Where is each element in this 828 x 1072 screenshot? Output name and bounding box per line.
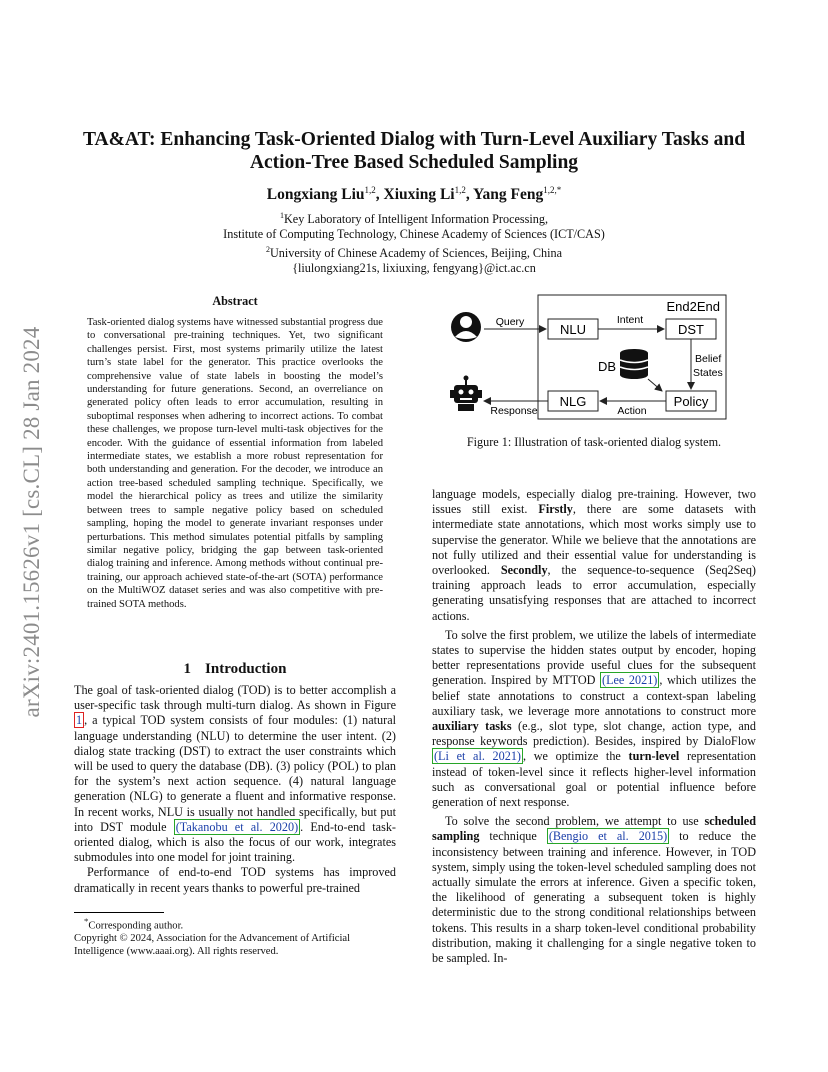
title-line-2: Action-Tree Based Scheduled Sampling bbox=[249, 152, 579, 173]
figure-ref-link[interactable]: 1 bbox=[76, 713, 83, 728]
affil-sup: 2 bbox=[265, 245, 270, 255]
title-line-1: TA&AT: Enhancing Task-Oriented Dialog with Turn-Level Auxiliary Tasks and bbox=[82, 129, 746, 150]
dst-label: DST bbox=[678, 322, 704, 337]
footnote bbox=[74, 915, 396, 959]
text-run: technique bbox=[479, 829, 547, 844]
affiliation-line-1 bbox=[60, 208, 768, 227]
text-run: . End-to-end task-oriented dialog, which is also the focus of our work, integrates submodules into one model for joint training. bbox=[74, 819, 396, 865]
affil-text: Key Laboratory of Intelligent Information Processing, bbox=[284, 212, 548, 227]
affiliation-line-2: Institute of Computing Technology, Chinese Academy of Sciences (ICT/CAS) bbox=[223, 227, 605, 242]
nlg-label: NLG bbox=[559, 394, 587, 409]
bold-text: turn-level bbox=[628, 749, 680, 764]
text-run: to reduce the inconsistency between training and inference. However, in TOD system, simply using the token-level scheduled sampling does not actually simulate the errors at inference. Given a specific token, the likelihood of generating a subsequent token is highly deterministic due to the strong conditional relationships between tokens. This results in a sharp token-level conditional probability distribution, making it challenging for a single negative token to be sampled. In- bbox=[432, 829, 756, 966]
text-run: representation instead of token-level since it reflects higher-level information such as conversational goal or potential influence before generation of next response. bbox=[432, 749, 757, 810]
author-name: Longxiang Liu bbox=[266, 186, 365, 204]
author-sep: , bbox=[465, 186, 474, 204]
nlu-label: NLU bbox=[559, 322, 587, 337]
footnote-rule bbox=[74, 912, 164, 913]
author-sep: , bbox=[375, 186, 384, 204]
db-label: DB bbox=[598, 359, 617, 374]
bold-text: Firstly bbox=[538, 502, 573, 517]
arxiv-stamp bbox=[12, 292, 52, 752]
author-name: Yang Feng bbox=[473, 186, 544, 204]
arxiv-id: arXiv:2401.15626v1 [cs.CL] 28 Jan 2024 bbox=[19, 326, 44, 718]
author-affil-sup: 1,2 bbox=[454, 185, 466, 195]
footnote-text: Corresponding author. bbox=[88, 920, 184, 932]
author-name: Xiuxing Li bbox=[383, 186, 455, 204]
abstract-body: Task-oriented dialog systems have witnessed substantial progress due to conversational pre-training techniques. Yet, two significant challenges persist. First, most systems primarily utilize the latest turn’s state label for the generator. This practice overlooks the comprehensive value of state labels in boosting the model’s understanding for future generations. Second, an overreliance on generated policy often leads to error accumulation, resulting in suboptimal responses when adhering to incorrect actions. To combat these challenges, we propose turn-level multi-task objectives for the encoder. With the guidance of essential information from labeled intermediate states, we establish a more robust representation for both understanding and generation. For the decoder, we introduce an action tree-based scheduled sampling technique. Specifically, we model the hierarchical policy as trees and utilize the similarity between trees to sample negative policy based on scheduled sampling, hoping the model to generate invariant responses under perturbations. This method simulates potential pitfalls by sampling similar negative policy, bridging the gap between task-oriented dialog training and inference. Among methods without continual pre-training, our approach achieved state-of-the-art (SOTA) performance on the MultiWOZ dataset series and was also competitive with pre-trained SOTA methods. bbox=[87, 317, 383, 610]
response-label: Response bbox=[490, 405, 538, 417]
figure-1-caption: Figure 1: Illustration of task-oriented dialog system. bbox=[466, 435, 722, 449]
query-label: Query bbox=[495, 316, 525, 328]
end2end-label: End2End bbox=[666, 299, 720, 314]
citation-link[interactable]: (Li et al. 2021) bbox=[434, 749, 521, 764]
robot-icon bbox=[450, 376, 482, 412]
right-column-body bbox=[432, 487, 756, 966]
section-number: 1 bbox=[183, 661, 192, 677]
paper-title bbox=[60, 128, 768, 174]
citation-link[interactable]: (Lee 2021) bbox=[602, 673, 658, 688]
right-paragraph-1 bbox=[432, 487, 756, 624]
abstract-heading: Abstract bbox=[212, 294, 258, 308]
text-run: To solve the second problem, we attempt to use bbox=[445, 814, 705, 829]
policy-label: Policy bbox=[673, 394, 709, 409]
corresponding-author-note bbox=[74, 915, 396, 933]
text-run: The goal of task-oriented dialog (TOD) is to better accomplish a user-specific task through multi-turn dialog. As shown in Figure bbox=[74, 683, 396, 713]
left-column-body bbox=[74, 683, 396, 896]
action-label: Action bbox=[617, 405, 647, 417]
affil-text: University of Chinese Academy of Sciences, Beijing, China bbox=[269, 246, 563, 261]
intro-paragraph-2: Performance of end-to-end TOD systems has improved dramatically in recent years thanks to powerful pre-trained bbox=[74, 865, 396, 895]
affiliations bbox=[60, 208, 768, 276]
right-paragraph-3 bbox=[432, 814, 756, 966]
bold-text: scheduled sampling bbox=[432, 814, 756, 844]
affiliation-line-3 bbox=[60, 242, 768, 261]
affil-sup: 1 bbox=[280, 211, 284, 220]
intent-label: Intent bbox=[616, 314, 644, 326]
author-affil-sup: 1,2 bbox=[364, 185, 376, 195]
text-run: To solve the first problem, we utilize the labels of intermediate states to supervise the hidden states output by encoder, hoping better representations provide useful clues for the subsequent generation. Inspired by MTTOD bbox=[432, 627, 756, 688]
belief-label-1: Belief bbox=[695, 353, 722, 365]
belief-label-2: States bbox=[693, 367, 723, 379]
text-run: , we optimize the bbox=[523, 749, 629, 764]
intro-paragraph-1 bbox=[74, 683, 396, 865]
database-icon bbox=[620, 349, 648, 379]
citation-link[interactable]: (Takanobu et al. 2020) bbox=[175, 819, 299, 834]
author-affil-sup: 1,2,* bbox=[543, 185, 562, 195]
footnote-mark: * bbox=[84, 916, 89, 926]
citation-link[interactable]: (Bengio et al. 2015) bbox=[548, 829, 668, 844]
user-icon bbox=[451, 312, 481, 342]
text-run: , which utilizes the belief state annotations to construct a context-span labeling auxiliary task, we leverage more annotations to construct more bbox=[432, 673, 757, 718]
db-arrow bbox=[648, 379, 662, 391]
email-line: {liulongxiang21s, lixiuxing, fengyang}@ict.ac.cn bbox=[292, 261, 536, 276]
text-run: , there are some datasets with intermediate state annotations, which most works simply use to supervise the generator. While we believe that the annotations are not fully utilized and their essential value for understanding is overlooked. bbox=[432, 502, 756, 578]
right-paragraph-2 bbox=[432, 628, 756, 810]
text-run: (e.g., slot type, slot change, action type, and response keywords prediction). Besides, inspired by DialoFlow bbox=[432, 719, 756, 749]
text-run: , the sequence-to-sequence (Seq2Seq) training approach leads to error accumulation, especially generating unsatisfying responses that are attached to incorrect actions. bbox=[432, 563, 756, 623]
section-heading-introduction bbox=[74, 661, 396, 678]
text-run: , a typical TOD system consists of four modules: (1) natural language understanding (NLU) to determine the user intent. (2) dialog state tracking (DST) to extract the user constraints which will be used to query the database (DB). (3) policy (POL) to plan for the system’s next action sequence. (4) natural language generation (NLG) to generate a fluent and informative response. In recent works, NLU is usually not handled specifically, but put into DST module bbox=[74, 713, 396, 834]
text-run: language models, especially dialog pre-training. However, two issues still exist. bbox=[432, 487, 756, 517]
author-list bbox=[60, 185, 768, 204]
section-title: Introduction bbox=[205, 661, 287, 677]
copyright-note: Copyright © 2024, Association for the Advancement of Artificial Intelligence (www.aaai.org). All rights reserved. bbox=[74, 933, 351, 958]
bold-text: auxiliary tasks bbox=[432, 719, 512, 734]
bold-text: Secondly bbox=[500, 563, 548, 578]
figure-1-diagram bbox=[440, 287, 740, 423]
